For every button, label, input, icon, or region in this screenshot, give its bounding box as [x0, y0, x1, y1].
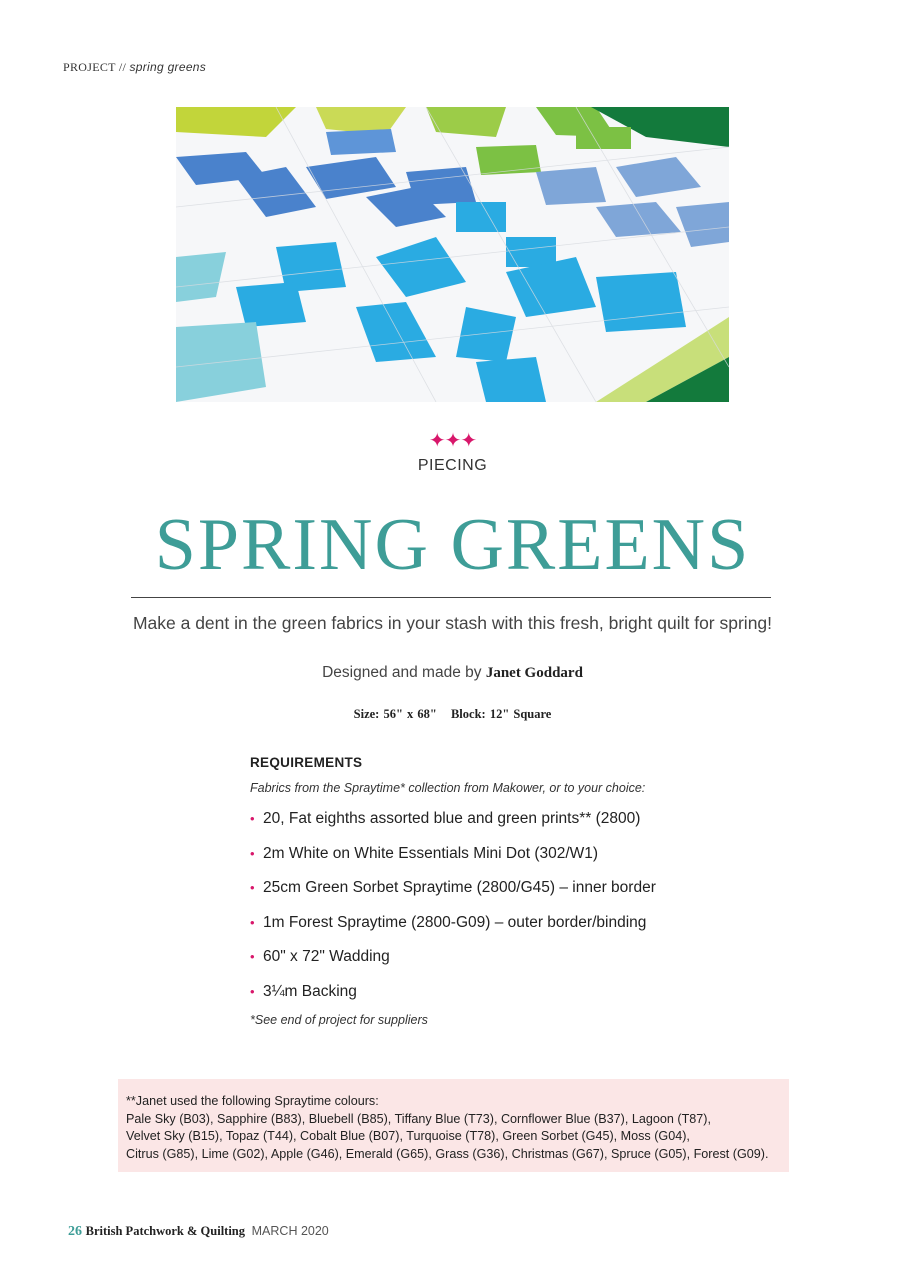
title-divider — [131, 597, 771, 598]
page-title: SPRING GREENS — [154, 504, 751, 586]
star-ornament-icon: ✦✦✦ — [428, 428, 477, 452]
requirements-intro: Fabrics from the Spraytime* collection from Makower, or to your choice: — [250, 781, 646, 795]
header-label: PROJECT // — [63, 60, 127, 74]
requirements-section — [250, 755, 770, 1027]
note-line: **Janet used the following Spraytime colours: — [126, 1094, 379, 1108]
category-label: PIECING — [417, 457, 488, 474]
bullet-icon: • — [250, 949, 255, 965]
requirements-footnote: *See end of project for suppliers — [250, 1012, 428, 1027]
size-info — [0, 707, 905, 722]
magazine-name: British Patchwork & Quilting — [85, 1224, 246, 1238]
page-number: 26 — [68, 1224, 82, 1239]
quilt-photo — [176, 107, 729, 402]
bullet-icon: • — [250, 880, 255, 896]
designer-name: Janet Goddard — [485, 665, 583, 681]
page-footer — [68, 1223, 329, 1240]
list-item: • 1m Forest Spraytime (2800-G09) – outer border/binding — [250, 911, 770, 946]
bullet-icon: • — [250, 914, 255, 930]
header-section: spring greens — [129, 60, 207, 74]
quilt-photo-icon — [176, 107, 729, 402]
list-item: • 25cm Green Sorbet Spraytime (2800/G45) – inner border — [250, 876, 770, 911]
note-line: Citrus (G85), Lime (G02), Apple (G46), Emerald (G65), Grass (G36), Christmas (G67), Spruce (G05), Forest (G09). — [126, 1146, 769, 1161]
list-item: • 3¼m Backing — [250, 980, 770, 1015]
size-label: Size: 56" x 68" — [353, 707, 437, 721]
list-item: • 20, Fat eighths assorted blue and green prints** (2800) — [250, 807, 770, 842]
byline — [0, 664, 905, 682]
note-line: Velvet Sky (B15), Topaz (T44), Cobalt Blue (B07), Turquoise (T78), Green Sorbet (G45), Moss (G04), — [126, 1129, 690, 1143]
list-item: • 2m White on White Essentials Mini Dot (302/W1) — [250, 842, 770, 877]
bullet-icon: • — [250, 983, 255, 999]
running-header — [63, 60, 206, 75]
note-line: Pale Sky (B03), Sapphire (B83), Bluebell (B85), Tiffany Blue (T73), Cornflower Blue (B37), Lagoon (T87), — [126, 1111, 711, 1126]
block-label: Block: 12" Square — [450, 707, 552, 721]
bullet-icon: • — [250, 811, 255, 826]
requirements-list — [250, 807, 770, 1015]
bullet-icon: • — [250, 845, 255, 861]
issue-date: MARCH 2020 — [251, 1224, 329, 1238]
requirements-heading: REQUIREMENTS — [250, 755, 363, 770]
byline-prefix: Designed and made by — [322, 664, 482, 681]
list-item: • 60" x 72" Wadding — [250, 945, 770, 980]
subtitle: Make a dent in the green fabrics in your stash with this fresh, bright quilt for spring! — [132, 613, 773, 633]
colour-note-box — [118, 1079, 789, 1172]
